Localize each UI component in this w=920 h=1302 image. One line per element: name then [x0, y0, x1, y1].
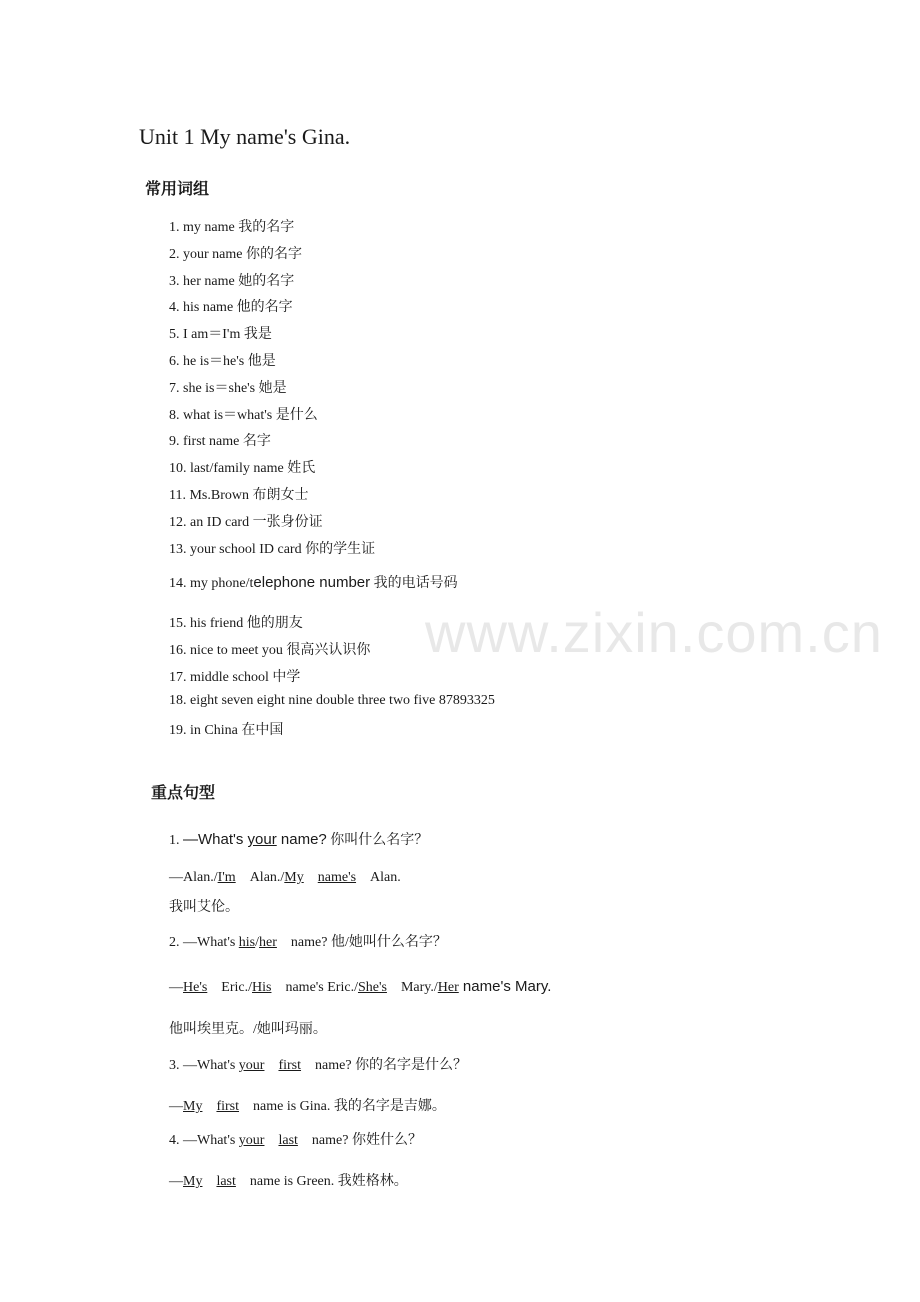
blank-answer: last: [278, 1133, 298, 1148]
answer-text: Mary./: [400, 980, 438, 995]
phrase-item-14-sans: elephone number: [253, 574, 371, 591]
phrase-item: 12. an ID card 一张身份证: [169, 514, 323, 530]
phrase-item: 19. in China 在中国: [169, 723, 284, 738]
blank-answer: She's: [357, 980, 387, 995]
answer-text: Alan.: [370, 870, 401, 885]
sentence-2-answer: [169, 978, 551, 996]
question-text: name? 你姓什么？: [311, 1133, 422, 1148]
phrase-item: 18. eight seven eight nine double three two five 87893325: [169, 693, 495, 708]
phrase-item: 11. Ms.Brown 布朗女士: [169, 488, 309, 503]
answer-text: Alan./: [249, 870, 285, 885]
phrase-item: 4. his name 他的名字: [169, 300, 293, 316]
phrase-item: 2. your name 你的名字: [169, 246, 302, 262]
phrase-item: 6. he is＝he's 他是: [169, 354, 276, 369]
answer-text: name's Mary.: [458, 978, 552, 995]
sentence-3-question: [169, 1054, 467, 1074]
answer-text: —Alan./: [169, 870, 218, 885]
sentence-2-question: [169, 931, 447, 951]
blank-answer: My: [284, 870, 304, 885]
sentence-number: 1.: [169, 833, 183, 848]
question-text: 2. —What's: [169, 935, 239, 950]
sentence-4-answer: [169, 1170, 408, 1190]
blank-answer: name's: [317, 870, 357, 885]
phrase-item-14-suffix: 我的电话号码: [370, 576, 458, 591]
answer-text: Eric./: [221, 980, 253, 995]
blank-answer: first: [278, 1058, 302, 1073]
phrase-item-14-prefix: 14. my phone/t: [169, 576, 254, 591]
translation-text: 你叫什么名字？: [326, 833, 429, 848]
sentence-4-question: [169, 1129, 422, 1149]
blank-answer: last: [216, 1174, 236, 1189]
blank-answer: I'm: [217, 870, 236, 885]
blank-answer: your: [238, 1133, 265, 1148]
watermark: www.zixin.com.cn: [425, 601, 883, 664]
question-text: name? 他/她叫什么名字？: [290, 935, 447, 950]
phrase-item: 3. her name 她的名字: [169, 273, 295, 289]
section-heading-sentences: 重点句型: [151, 783, 216, 802]
sentence-3-answer: [169, 1095, 446, 1115]
question-text: —What's: [183, 831, 248, 848]
question-text: name? 你的名字是什么？: [315, 1058, 468, 1073]
question-text: 4. —What's: [169, 1133, 239, 1148]
phrase-item: 8. what is＝what's 是什么: [169, 407, 318, 423]
answer-text: —: [169, 1099, 183, 1114]
question-text: /: [255, 935, 260, 950]
answer-text: —: [169, 980, 183, 995]
phrase-item: 17. middle school 中学: [169, 670, 301, 685]
phrase-item: 1. my name 我的名字: [169, 220, 295, 235]
answer-text: name is Gina. 我的名字是吉娜。: [253, 1099, 446, 1114]
blank-answer: My: [183, 1174, 203, 1189]
answer-text: name's Eric./: [285, 980, 358, 995]
blank-answer: His: [252, 980, 272, 995]
phrase-item: 15. his friend 他的朋友: [169, 616, 303, 631]
phrase-item: 16. nice to meet you 很高兴认识你: [169, 643, 371, 658]
page-title: Unit 1 My name's Gina.: [139, 124, 351, 149]
sentence-1-translation: 我叫艾伦。: [169, 900, 239, 915]
sentence-1-answer: [169, 870, 401, 886]
blank-answer: Her: [437, 980, 459, 995]
answer-text: name is Green. 我姓格林。: [249, 1174, 408, 1189]
section-heading-phrases: 常用词组: [145, 179, 210, 198]
blank-answer: My: [183, 1099, 203, 1114]
answer-text: —: [169, 1174, 183, 1189]
phrase-item: 10. last/family name 姓氏: [169, 461, 316, 477]
phrase-item: 5. I am＝I'm 我是: [169, 327, 272, 343]
phrase-item: 13. your school ID card 你的学生证: [169, 541, 376, 557]
blank-answer: He's: [183, 980, 208, 995]
question-text: name?: [276, 831, 327, 848]
blank-answer: her: [259, 935, 277, 950]
sentence-1-question: [169, 829, 428, 849]
sentence-2-translation: 他叫埃里克。/她叫玛丽。: [169, 1022, 327, 1037]
question-text: 3. —What's: [169, 1058, 239, 1073]
blank-answer: his: [238, 935, 256, 950]
blank-answer: your: [238, 1058, 265, 1073]
blank-answer: your: [247, 831, 277, 848]
blank-answer: first: [216, 1099, 240, 1114]
phrase-item: 9. first name 名字: [169, 434, 271, 450]
phrase-item-14: [169, 572, 458, 592]
phrase-item: 7. she is＝she's 她是: [169, 380, 287, 396]
